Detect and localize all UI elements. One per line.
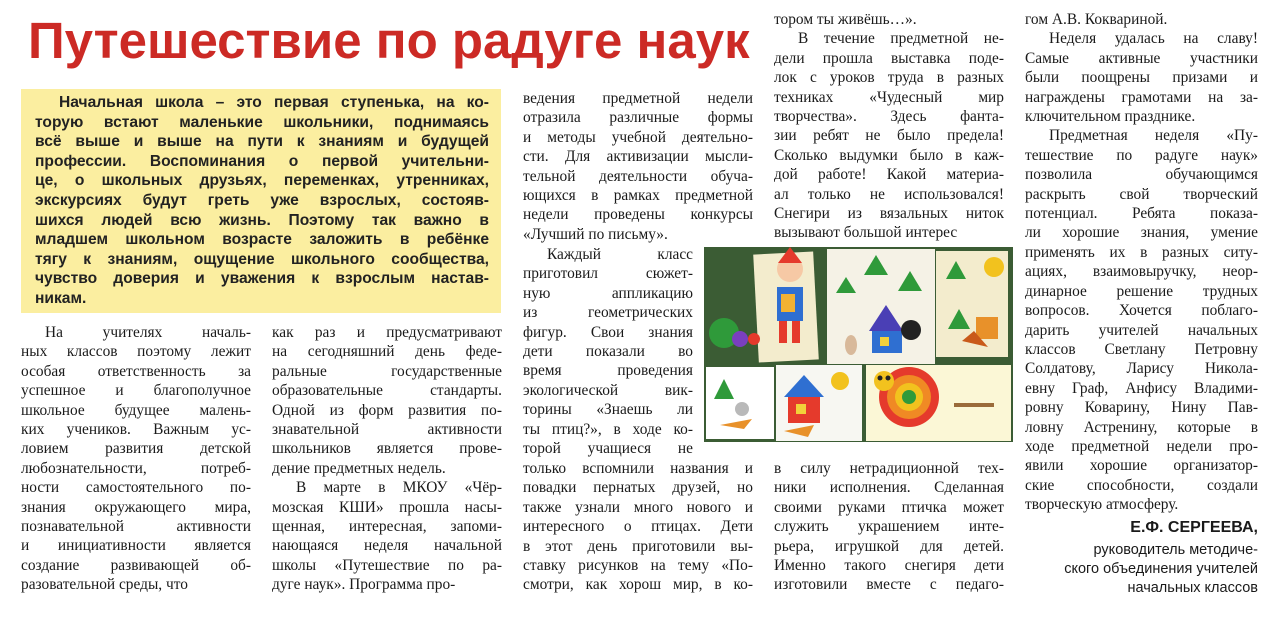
- text-line: ности самостоятельного по-: [21, 479, 251, 497]
- text-line: На учителях началь-: [45, 324, 251, 341]
- author-role-line: начальных классов: [1127, 580, 1258, 596]
- text-line: успешное и благополучное: [21, 382, 251, 400]
- text-line: награждены грамотами на за-: [1025, 88, 1258, 106]
- text-line: «Лучший по письму».: [523, 225, 668, 243]
- text-line: Самые активные участники: [1025, 49, 1258, 67]
- text-line: ловну Астренину, которые в: [1025, 418, 1258, 436]
- text-line: сти. Для активизации мысли-: [523, 148, 753, 166]
- lead-line: экскурсиях будут греть уже взрослых, состояв-: [35, 191, 489, 209]
- text-line: дение предметных недель.: [272, 459, 446, 477]
- text-line: в этот день приготовили вы-: [523, 537, 753, 555]
- text-line: фигур. Свои знания: [523, 323, 693, 341]
- lead-line: це, о школьных друзьях, переменках, утренниках,: [35, 172, 489, 190]
- text-line: применять их в разных ситу-: [1025, 243, 1258, 261]
- text-line: любознательности, потреб-: [21, 459, 251, 477]
- text-line: творчества». Здесь фанта-: [774, 108, 1004, 126]
- text-line: техниках «Чудесный мир: [774, 88, 1004, 106]
- text-line: Сколько выдумки было в каж-: [774, 146, 1004, 164]
- author-role-line: ского объединения учителей: [1064, 561, 1258, 577]
- text-line: ставку рисунков на тему «По-: [523, 557, 753, 575]
- text-line: образовательные стандарты.: [272, 382, 502, 400]
- text-line: ральные государственные: [272, 362, 502, 380]
- column-4-bottom: [774, 459, 1004, 595]
- text-line: разовательной среды, что: [21, 576, 188, 594]
- text-line: ровну Коварину, Нину Пав-: [1025, 399, 1258, 417]
- text-line: тельной деятельности обуча-: [523, 167, 753, 185]
- applique-artwork-image: [704, 247, 1013, 442]
- lead-line: чувство доверия и уважения к взрослым настав-: [35, 270, 489, 288]
- text-line: Одной из форм развития по-: [272, 401, 502, 419]
- column-3-top: [523, 89, 753, 244]
- text-line: школы «Путешествие по ра-: [272, 556, 502, 574]
- text-line: Неделя удалась на славу!: [1049, 30, 1258, 48]
- column-1: [21, 323, 251, 595]
- text-line: классов Светлану Петровну: [1025, 340, 1258, 358]
- text-line: ющихся в рамках предметной: [523, 187, 753, 205]
- text-line: Каждый класс: [547, 246, 693, 263]
- text-line: евну Граф, Анфису Владими-: [1025, 379, 1258, 397]
- text-line: из геометрических: [523, 304, 693, 322]
- text-line: Именно такого снегиря дети: [774, 557, 1004, 575]
- children-applique-photo: [704, 247, 1013, 442]
- text-line: потенциал. Ребята показа-: [1025, 205, 1258, 223]
- lead-text: [35, 93, 489, 309]
- text-line: только вспомнили названия и: [523, 460, 753, 477]
- text-line: интересного о птицах. Дети: [523, 518, 753, 536]
- text-line: изготовили вместе с педаго-: [774, 576, 1004, 594]
- text-line: дарить учителей начальных: [1025, 321, 1258, 339]
- text-line: смотри, как хорош мир, в ко-: [523, 576, 753, 594]
- lead-line: Начальная школа – это первая ступенька, на ко-: [59, 94, 489, 111]
- text-line: творческую атмосферу.: [1025, 496, 1179, 514]
- text-line: В течение предметной не-: [798, 30, 1004, 48]
- text-line: время проведения: [523, 362, 693, 380]
- lead-line: младшем школьном возрасте заложить в ребёнке: [35, 231, 489, 249]
- text-line: динарное решение трудных: [1025, 282, 1258, 300]
- text-line: Солдатову, Ларису Никола-: [1025, 360, 1258, 378]
- text-line: особая ответственность за: [21, 362, 251, 380]
- text-line: рьера, игрушкой для детей.: [774, 537, 1004, 555]
- text-line: также узнали много нового и: [523, 498, 753, 516]
- text-line: дой работе! Какой материа-: [774, 166, 1004, 184]
- text-line: дели прошла выставка поде-: [774, 49, 1004, 67]
- text-line: вопросов. Хочется поблаго-: [1025, 302, 1258, 320]
- text-line: повадки пернатых друзей, но: [523, 479, 753, 497]
- text-line: познавательной активности: [21, 518, 251, 536]
- lead-line: тягу к знаниям, ощущение школьного сообщества,: [35, 250, 489, 268]
- column-4-top: [774, 10, 1004, 243]
- text-line: знавательной активности: [272, 421, 502, 439]
- text-line: В марте в МКОУ «Чёр-: [296, 479, 502, 497]
- text-line: ную аппликацию: [523, 284, 693, 302]
- text-line: ключительном празднике.: [1025, 108, 1196, 126]
- text-line: дуге наук». Программа про-: [272, 576, 456, 594]
- text-line: зии ребят не было предела!: [774, 127, 1004, 145]
- article-title: Путешествие по радуге наук: [28, 12, 750, 69]
- author-role-line: руководитель методиче-: [1093, 542, 1258, 558]
- column-3-middle: [523, 245, 693, 458]
- lead-line: торую встают маленькие школьники, поднимаясь: [35, 113, 489, 131]
- text-line: гом А.В. Коквариной.: [1025, 11, 1168, 28]
- text-line: ведения предметной недели: [523, 90, 753, 107]
- lead-line: всё выше и выше на пути к знаниям и будущей: [35, 133, 489, 151]
- text-line: тешествие по радуге наук»: [1025, 146, 1258, 164]
- column-2: [272, 323, 502, 595]
- text-line: и инициативности является: [21, 537, 251, 555]
- text-line: ты птиц?», в ходе ко-: [523, 420, 693, 438]
- text-line: на сегодняшний день феде-: [272, 343, 502, 361]
- text-line: лок с уроков труда в разных: [774, 69, 1004, 87]
- text-line: явили хорошие организатор-: [1025, 457, 1258, 475]
- text-line: вызывают большой интерес: [774, 224, 958, 242]
- text-line: щенная, интересная, запоми-: [272, 518, 502, 536]
- text-line: экологической вик-: [523, 381, 693, 399]
- text-line: ловием развития детской: [21, 440, 251, 458]
- text-line: школьное будущее малень-: [21, 401, 251, 419]
- lead-line: профессии. Воспоминания о первой учительни-: [35, 152, 489, 170]
- text-line: создание развивающей об-: [21, 556, 251, 574]
- text-line: позволила обучающимся: [1025, 166, 1258, 184]
- text-line: были поощрены призами и: [1025, 69, 1258, 87]
- text-line: ациях, взаимовыручку, неор-: [1025, 263, 1258, 281]
- text-line: торины «Знаешь ли: [523, 401, 693, 419]
- text-line: своими руками птичка может: [774, 498, 1004, 516]
- text-line: дети показали во: [523, 343, 693, 361]
- column-5: [1025, 10, 1258, 515]
- text-line: ких учеников. Важным ус-: [21, 421, 251, 439]
- text-line: приготовил сюжет-: [523, 265, 693, 283]
- text-line: служить украшением инте-: [774, 518, 1004, 536]
- text-line: школьников является прове-: [272, 440, 502, 458]
- text-line: нающаяся неделя начальной: [272, 537, 502, 555]
- lead-line: никам.: [35, 289, 87, 307]
- text-line: как раз и предусматривают: [272, 324, 502, 341]
- author-name: Е.Ф. СЕРГЕЕВА,: [1130, 519, 1258, 536]
- text-line: недели проведены конкурсы: [523, 206, 753, 224]
- text-line: Снегири из вязальных ниток: [774, 205, 1004, 223]
- text-line: тором ты живёшь…».: [774, 11, 917, 28]
- text-line: знания окружающего мира,: [21, 498, 251, 516]
- column-3-bottom: [523, 459, 753, 595]
- text-line: ных классов поэтому лежит: [21, 343, 251, 361]
- text-line: и методы учебной деятельно-: [523, 128, 753, 146]
- text-line: ники исполнения. Сделанная: [774, 479, 1004, 497]
- text-line: отразила различные формы: [523, 109, 753, 127]
- lead-paragraph: [21, 89, 501, 313]
- text-line: в силу нетрадиционной тех-: [774, 460, 1004, 477]
- text-line: ходе предметной недели про-: [1025, 437, 1258, 455]
- text-line: ал только не использовался!: [774, 185, 1004, 203]
- author-role: [1018, 541, 1258, 598]
- text-line: торой учащиеся не: [523, 440, 693, 458]
- text-line: раскрыть свой творческий: [1025, 185, 1258, 203]
- text-line: ли хорошие знания, умение: [1025, 224, 1258, 242]
- lead-line: шихся людей всю жизнь. Поэтому так важно в: [35, 211, 489, 229]
- text-line: ские способности, создали: [1025, 476, 1258, 494]
- text-line: Предметная неделя «Пу-: [1049, 127, 1258, 145]
- text-line: мозская КШИ» прошла насы-: [272, 498, 502, 516]
